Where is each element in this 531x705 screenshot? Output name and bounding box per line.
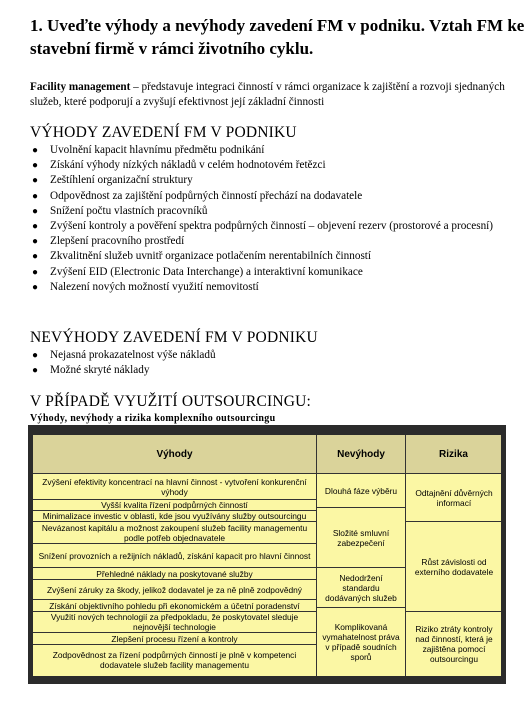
bullet-icon: ● [32,221,39,233]
intro-paragraph [30,80,525,110]
table-cell-risk: Odtajnění důvěrných informací [415,487,493,508]
table-cell-disadvantage: Nedodržení standardu dodávaných služeb [325,572,397,603]
table-cell-risk: Růst závislosti od externího dodavatele [414,556,494,577]
bullet-icon: ● [32,251,39,263]
bullet-icon: ● [32,365,39,377]
bullet-icon: ● [32,350,39,361]
outsourcing-table [28,425,506,684]
list-item [30,234,520,249]
list-item [30,348,520,363]
list-item [30,204,520,219]
table-cell-advantage: Zodpovědnost za řízení podpůrných činností je plně v kompetenci dodavatele služeb facility managementu [52,650,297,670]
header-advantages: Výhody [33,435,316,473]
table-cell-advantage: Vyšší kvalita řízení podpůrných činností [101,500,248,510]
disadvantages-list [30,348,520,378]
bullet-icon: ● [32,266,39,278]
table-cell-disadvantage: Dlouhá fáze výběru [324,485,398,496]
table-cell-risk: Riziko ztráty kontroly nad činností, která je zajištěna pomocí outsourcingu [415,623,493,664]
table-cell-advantage: Získání objektivního pohledu při ekonomickém a účetní poradenství [49,600,300,611]
list-item-text: Možné skryté náklady [50,364,150,377]
list-item-text: Nejasná prokazatelnost výše nákladů [50,349,216,361]
list-item-text: Získání výhody nízkých nákladů v celém hodnotovém řetězci [50,159,326,172]
table-cell-advantage: Přehledné náklady na poskytované služby [96,568,253,579]
bullet-icon: ● [32,175,39,187]
list-item-text: Zlepšení pracovního prostředí [50,235,185,248]
table-cell-advantage: Využití nových technologií za předpokladu, že poskytovatel sleduje nejnovější technologie [50,612,299,632]
table-cell-disadvantage: Složité smluvní zabezpečení [332,527,390,548]
intro-text: – představuje integraci činností v rámci organizace k zajištění a rozvoji sjednaných služeb, které podporují a zvyšují efektivnost její základní činnosti [30,81,505,108]
table-body [33,435,501,676]
bullet-icon: ● [32,160,39,172]
table-cell-disadvantage: Komplikovaná vymahatelnost práva v případě soudních sporů [322,621,400,662]
intro-term: Facility management [30,81,131,93]
disadvantages-heading: NEVÝHODY ZAVEDENÍ FM V PODNIKU [30,329,318,346]
list-item [30,363,520,378]
table-cell-advantage: Zvýšení efektivity koncentrací na hlavní činnost - vytvoření konkurenční výhody [42,476,307,497]
column-divider [405,435,406,676]
table-cell-advantage: Zvýšení záruky za škody, jelikož dodavatel je za ně plně zodpovědný [47,584,302,595]
list-item [30,173,520,188]
list-item [30,265,520,280]
list-item [30,143,520,158]
header-disadvantages: Nevýhody [317,435,405,473]
advantages-heading: VÝHODY ZAVEDENÍ FM V PODNIKU [30,124,297,141]
outsourcing-heading: V PŘÍPADĚ VYUŽITÍ OUTSOURCINGU: [30,393,312,410]
table-cell-advantage: Nevázanost kapitálu a možnost zakoupení služeb facility managementu podle potřeb objednavatele [41,522,308,543]
header-risks: Rizika [406,435,501,473]
table-caption: Výhody, nevýhody a rizika komplexního outsourcingu [30,413,276,424]
list-item-text: Zeštíhlení organizační struktury [50,174,193,187]
bullet-icon: ● [32,236,39,248]
list-item [30,158,520,173]
list-item [30,219,520,234]
list-item [30,280,520,295]
bullet-icon: ● [32,145,39,156]
list-item-text: Nalezení nových možností využití nemovitostí [50,280,259,293]
advantages-list [30,143,520,295]
page-title: 1. Uveďte výhody a nevýhody zavedení FM v podniku. Vztah FM ke stavební firmě v rámci životního cyklu. [30,16,525,58]
list-item-text: Uvolnění kapacit hlavnímu předmětu podnikání [50,144,265,156]
list-item-text: Zvýšení EID (Electronic Data Interchange) a interaktivní komunikace [50,265,363,278]
list-item-text: Zvýšení kontroly a pověření spektra podpůrných činností – objevení rezerv (prostorové a procesní) [50,220,494,233]
bullet-icon: ● [32,281,39,293]
list-item [30,189,520,204]
list-item [30,249,520,264]
list-item-text: Odpovědnost za zajištění podpůrných činností přechází na dodavatele [50,189,363,202]
bullet-icon: ● [32,190,39,202]
table-cell-advantage: Minimalizace investic v oblasti, kde jsou využívány služby outsourcingu [42,511,307,521]
list-item-text: Zkvalitnění služeb uvnitř organizace potlačením nerentabilních činností [50,250,372,263]
list-item-text: Snížení počtu vlastních pracovníků [50,204,208,217]
column-divider [316,435,317,676]
table-cell-advantage: Snížení provozních a režijních nákladů, získání kapacit pro hlavní činnost [38,550,311,561]
table-cell-advantage: Zlepšení procesu řízení a kontroly [111,633,238,644]
bullet-icon: ● [32,205,39,217]
